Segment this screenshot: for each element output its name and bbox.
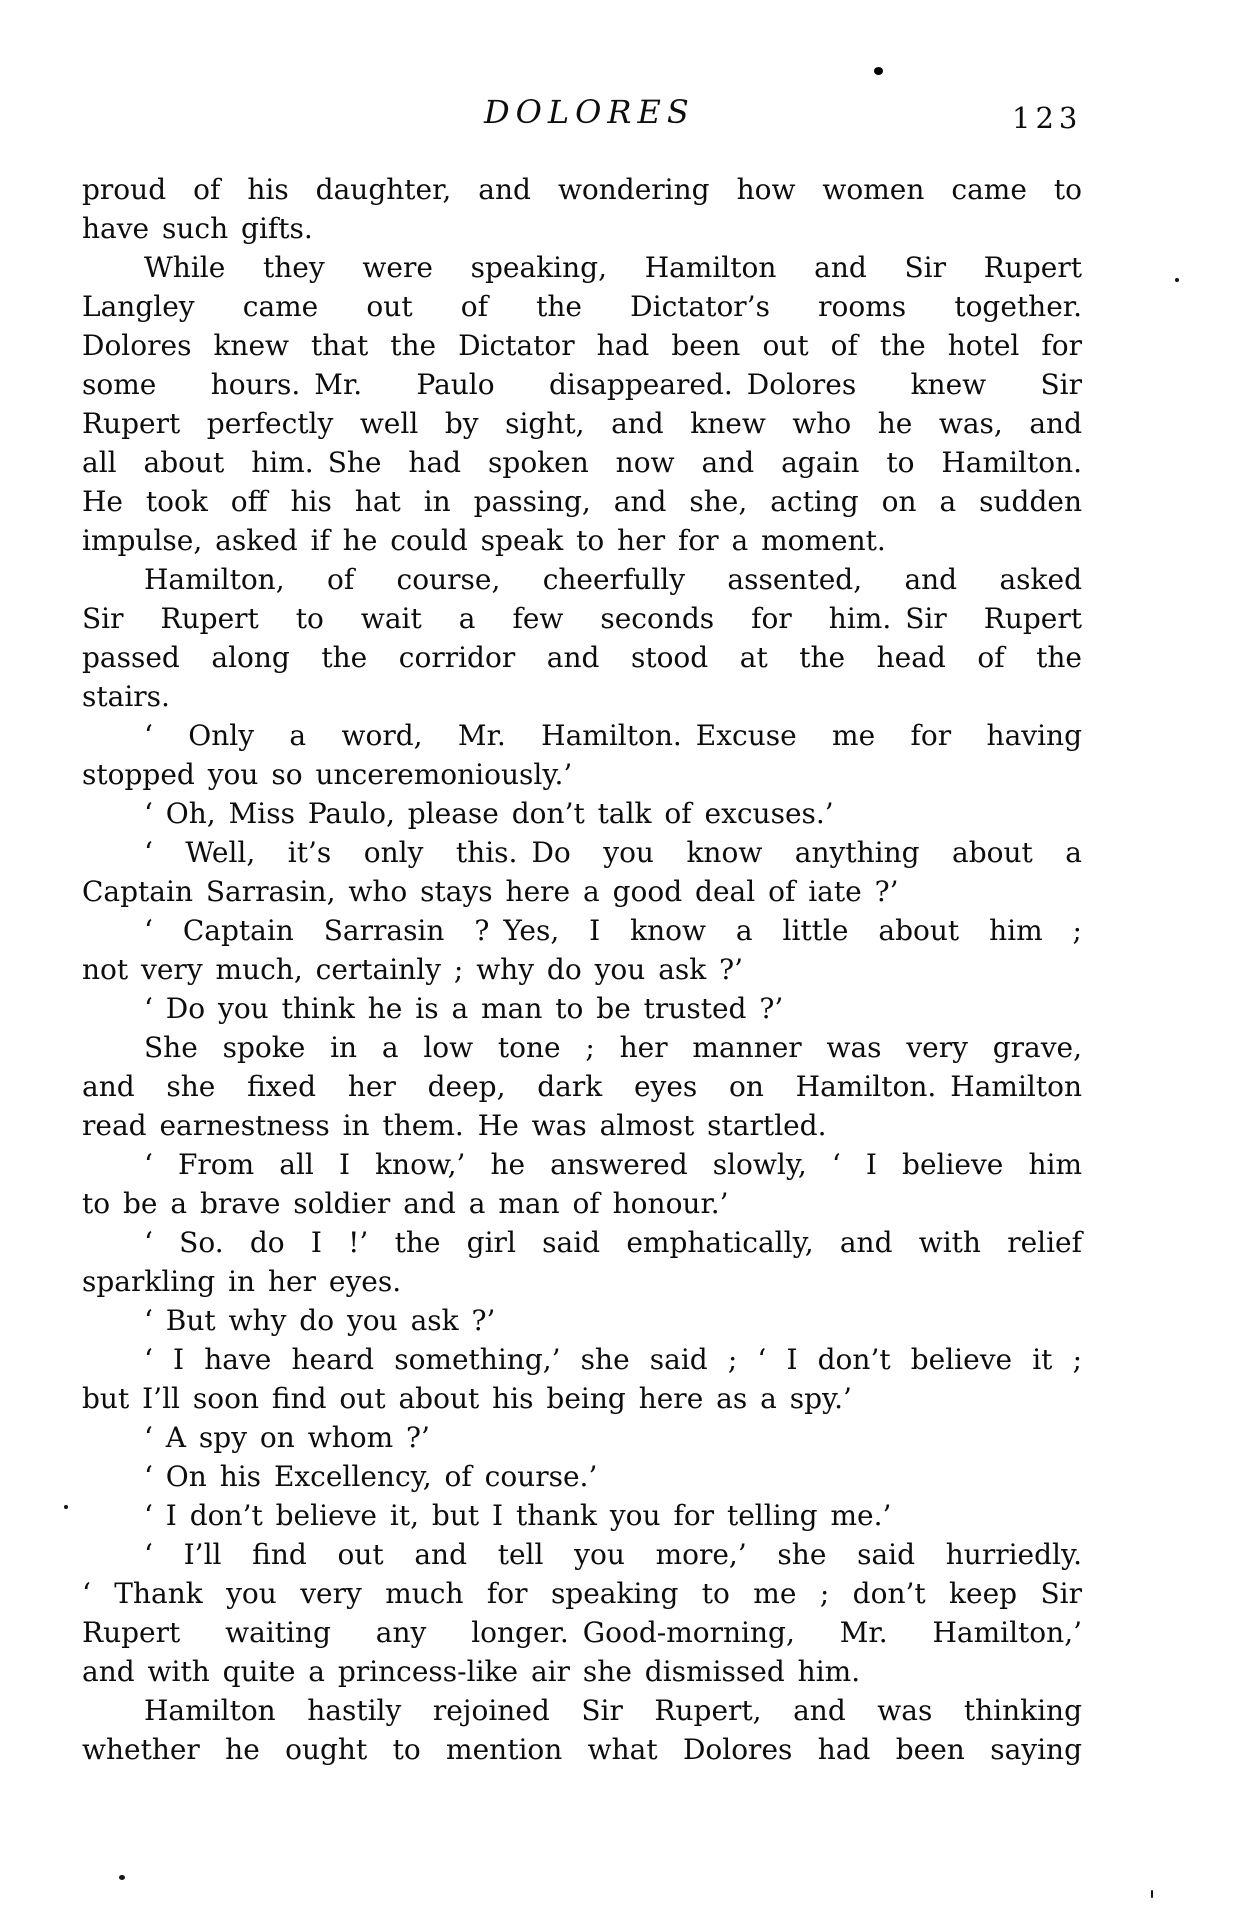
text-line: ‘ Do you think he is a man to be trusted ?’ [144,992,784,1025]
ink-dot [874,67,883,75]
text-line: ‘ I’ll find out and tell you more,’ she said hurriedly. [144,1538,1082,1571]
ink-speck [1151,1890,1153,1898]
page-number: 123 [1012,101,1083,135]
text-line: ‘ Only a word, Mr. Hamilton. Excuse me for having [144,719,1082,752]
text-line: ‘ From all I know,’ he answered slowly, ‘ I believe him [144,1148,1082,1181]
text-line: Rupert perfectly well by sight, and knew who he was, and [82,407,1082,440]
text-line: Sir Rupert to wait a few seconds for him. Sir Rupert [82,602,1082,635]
text-line: Captain Sarrasin, who stays here a good deal of iate ?’ [82,875,899,908]
ink-speck [119,1875,125,1880]
text-line: and she fixed her deep, dark eyes on Hamilton. Hamilton [82,1070,1082,1103]
text-line: all about him. She had spoken now and again to Hamilton. [82,446,1082,479]
text-line: some hours. Mr. Paulo disappeared. Dolores knew Sir [82,368,1082,401]
page-text-block [82,170,1082,1769]
text-line: impulse, asked if he could speak to her for a moment. [82,524,886,557]
text-line: ‘ Captain Sarrasin ? Yes, I know a little about him ; [144,914,1082,947]
text-line: whether he ought to mention what Dolores had been saying [82,1733,1082,1766]
text-line: ‘ A spy on whom ?’ [144,1421,430,1454]
text-line: Hamilton hastily rejoined Sir Rupert, and was thinking [144,1694,1082,1727]
text-line: ‘ So. do I !’ the girl said emphatically, and with relief [144,1226,1082,1259]
text-line: sparkling in her eyes. [82,1265,402,1298]
text-line: have such gifts. [82,212,313,245]
text-line: passed along the corridor and stood at the head of the [82,641,1082,674]
text-line: Dolores knew that the Dictator had been out of the hotel for [82,329,1082,362]
text-line: He took off his hat in passing, and she, acting on a sudden [82,485,1082,518]
text-line: Rupert waiting any longer. Good-morning, Mr. Hamilton,’ [82,1616,1082,1649]
text-line: stopped you so unceremoniously.’ [82,758,573,791]
text-line: ‘ Oh, Miss Paulo, please don’t talk of excuses.’ [144,797,834,830]
text-line: Hamilton, of course, cheerfully assented, and asked [144,563,1082,596]
ink-speck [64,1505,68,1509]
ink-speck [1175,278,1179,282]
text-line: but I’ll soon find out about his being here as a spy.’ [82,1382,852,1415]
text-line: ‘ I don’t believe it, but I thank you for telling me.’ [144,1499,892,1532]
text-line: ‘ Well, it’s only this. Do you know anything about a [144,836,1082,869]
text-line: not very much, certainly ; why do you ask ?’ [82,953,744,986]
text-line: and with quite a princess-like air she dismissed him. [82,1655,861,1688]
text-line: Langley came out of the Dictator’s rooms together. [82,290,1082,323]
text-line: stairs. [82,680,170,713]
text-line: ‘ Thank you very much for speaking to me ; don’t keep Sir [82,1577,1082,1610]
text-line: ‘ On his Excellency, of course.’ [144,1460,598,1493]
text-line: While they were speaking, Hamilton and Sir Rupert [144,251,1082,284]
text-line: proud of his daughter, and wondering how women came to [82,173,1082,206]
text-line: to be a brave soldier and a man of honour.’ [82,1187,729,1220]
text-line: She spoke in a low tone ; her manner was very grave, [144,1031,1082,1064]
text-line: ‘ But why do you ask ?’ [144,1304,496,1337]
text-line: ‘ I have heard something,’ she said ; ‘ I don’t believe it ; [144,1343,1082,1376]
text-line: read earnestness in them. He was almost startled. [82,1109,827,1142]
running-head-title: DOLORES [484,93,695,131]
